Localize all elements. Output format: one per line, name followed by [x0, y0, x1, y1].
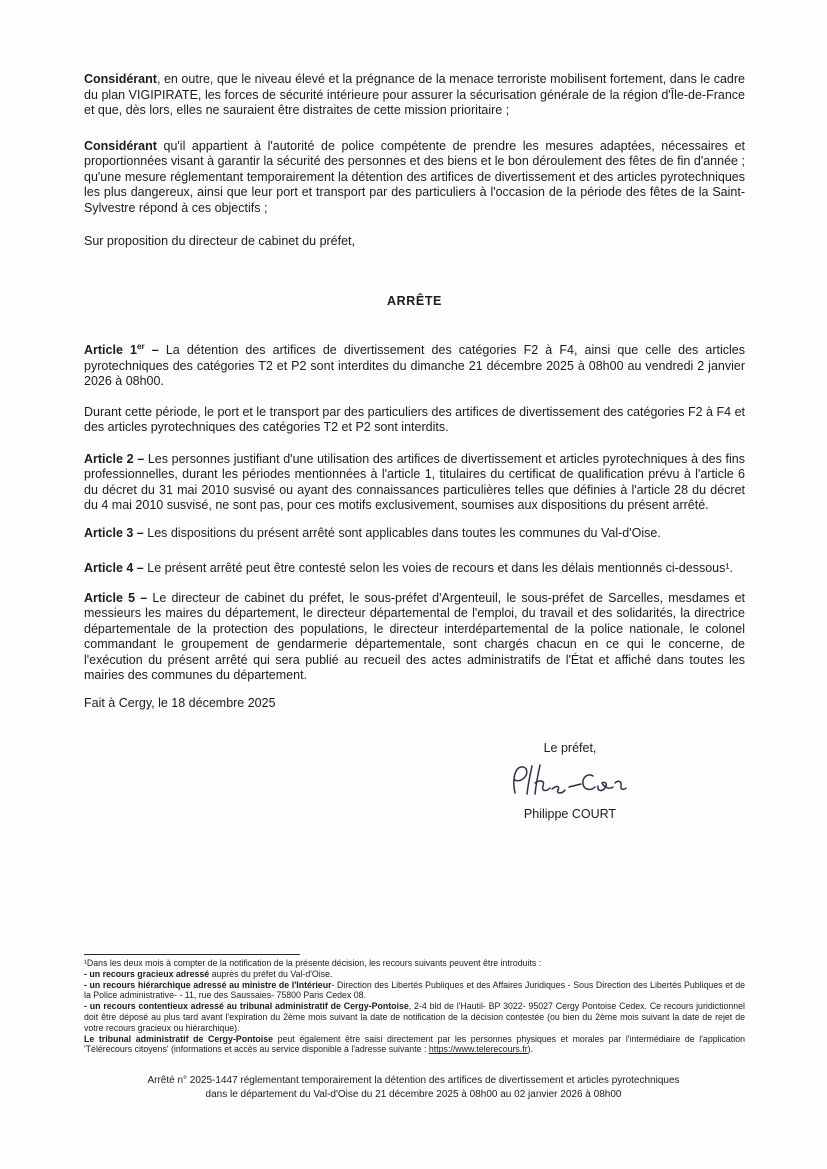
paragraph-article-1 [84, 339, 745, 390]
footer-line-2: dans le département du Val-d'Oise du 21 décembre 2025 à 08h00 au 02 janvier 2026 à 08h00 [205, 1088, 622, 1100]
considerant-2-lead: Considérant [84, 138, 157, 153]
footnote-intro: ¹Dans les deux mois à compter de la notification de la présente décision, les recours suivants peuvent être introduits : [84, 958, 542, 968]
footnote-item: - un recours hiérarchique adressé au ministre de l'Intérieur- Direction des Libertés Publiques et des Affaires Juridiques - Sous Direction des Libertés Publiques et de la Police administrative- - 11, rue des Saussaies- 75800 Paris Cedex 08. [84, 979, 745, 1001]
article-2-text: Les personnes justifiant d'une utilisation des artifices de divertissement et articles pyrotechniques à des fins professionnelles, durant les périodes mentionnées à l'article 1, titulaires du certificat de qualification prévu à l'article 6 du décret du 31 mai 2010 susvisé ou ayant des connaissances particulières telles que définies à l'article 28 du décret du 4 mai 2010 susvisé, ne sont pas, pour ces motifs exclusivement, soumises aux dispositions du présent arrêté. [84, 451, 745, 513]
date-line: Fait à Cergy, le 18 décembre 2025 [84, 695, 276, 710]
considerant-2-text: qu'il appartient à l'autorité de police compétente de prendre les mesures adaptées, nécessaires et proportionnées visant à garantir la sécurité des personnes et des biens et le bon déroulement des fêtes de fin d'année ; qu'une mesure réglementant temporairement la détention des artifices de divertissement et des articles pyrotechniques les plus dangereux, ainsi que leur port et transport par des particuliers à l'occasion de la période des fêtes de la Saint-Sylvestre répond à ces objectifs ; [84, 138, 745, 215]
article-3-lead: Article 3 – [84, 525, 144, 540]
considerant-1-text: , en outre, que le niveau élevé et la prégnance de la menace terroriste mobilisent fortement, dans le cadre du plan VIGIPIRATE, les forces de sécurité intérieure pour assurer la sécurisation générale de la région d'Île-de-France et que, dès lors, elles ne sauraient être distraites de cette mission prioritaire ; [84, 72, 745, 117]
telerecours-link[interactable]: https://www.telerecours.fr [428, 1044, 528, 1055]
article-5-lead: Article 5 – [84, 590, 148, 605]
signatory-title: Le préfet, [543, 741, 597, 756]
heading-arrete: ARRÊTE [387, 293, 442, 308]
paragraph-article-1-continuation: Durant cette période, le port et le transport par des particuliers des artifices de divertissement des catégories F2 à F4 et des articles pyrotechniques des catégories T2 et P2 sont interdits. [84, 404, 745, 435]
footnote-item: - un recours contentieux adressé au tribunal administratif de Cergy-Pontoise, 2-4 bld de l'Hautil- BP 3022- 95027 Cergy Pontoise Cedex. Ce recours juridictionnel doit être déposé au plus tard avant l'expiration du 2ème mois suivant la date de notification de la décision contestée (ou bien du 2ème mois suivant la date de rejet de votre recours gracieux ou hiérarchique). [84, 1001, 745, 1033]
footer [60, 1074, 767, 1101]
article-2-lead: Article 2 – [84, 451, 145, 466]
article-4-text: Le présent arrêté peut être contesté selon les voies de recours et dans les délais mentionnés ci-dessous¹. [143, 561, 733, 576]
signature-block [460, 741, 680, 822]
paragraph-article-3 [84, 526, 745, 542]
paragraph-sur-proposition: Sur proposition du directeur de cabinet du préfet, [84, 234, 356, 248]
article-1-lead: Article 1er – [84, 342, 159, 358]
signature-image [505, 761, 635, 805]
paragraph-article-5 [84, 591, 745, 684]
paragraph-article-2 [84, 452, 745, 514]
document-body [84, 72, 745, 822]
article-1-text: La détention des artifices de divertissement des catégories F2 à F4, ainsi que celle des articles pyrotechniques des catégories T2 et P2 sont interdites du dimanche 21 décembre 2025 à 08h00 au vendredi 2 janvier 2026 à 08h00. [84, 343, 745, 389]
signatory-name: Philippe COURT [523, 806, 617, 821]
paragraph-article-4 [84, 561, 745, 577]
paragraph-considerant-1 [84, 72, 745, 119]
article-3-text: Les dispositions du présent arrêté sont applicables dans toutes les communes du Val-d'Oise. [143, 525, 661, 540]
footnote-rule [84, 954, 300, 955]
considerant-1-lead: Considérant [84, 72, 157, 86]
footnote-tribunal: Le tribunal administratif de Cergy-Pontoise peut également être saisi directement par les personnes physiques et morales par l'intermédiaire de l'application 'Télérecours citoyens' (informations et accès au service disponible à l'adresse suivante : https://www.telerecours.fr). [84, 1033, 745, 1055]
footnote-item: - un recours gracieux adressé auprès du préfet du Val-d'Oise. [84, 968, 333, 979]
footer-line-1: Arrêté n° 2025-1447 réglementant temporairement la détention des artifices de divertissement et articles pyrotechniques [147, 1075, 680, 1086]
paragraph-considerant-2 [84, 139, 745, 217]
footnote [84, 954, 745, 1055]
article-5-text: Le directeur de cabinet du préfet, le sous-préfet d'Argenteuil, le sous-préfet de Sarcelles, mesdames et messieurs les maires du département, le directeur départemental de l'emploi, du travail et des solidarités, la directrice départementale de la protection des populations, le directeur interdépartemental de la police nationale, le colonel commandant le groupement de gendarmerie départementale, sont chargés chacun en ce qui le concerne, de l'exécution du présent arrêté qui sera publié au recueil des actes administratifs de l'État et affiché dans toutes les mairies des communes du département. [84, 590, 745, 683]
article-1-superscript: er [136, 342, 145, 351]
article-4-lead: Article 4 – [84, 561, 144, 576]
